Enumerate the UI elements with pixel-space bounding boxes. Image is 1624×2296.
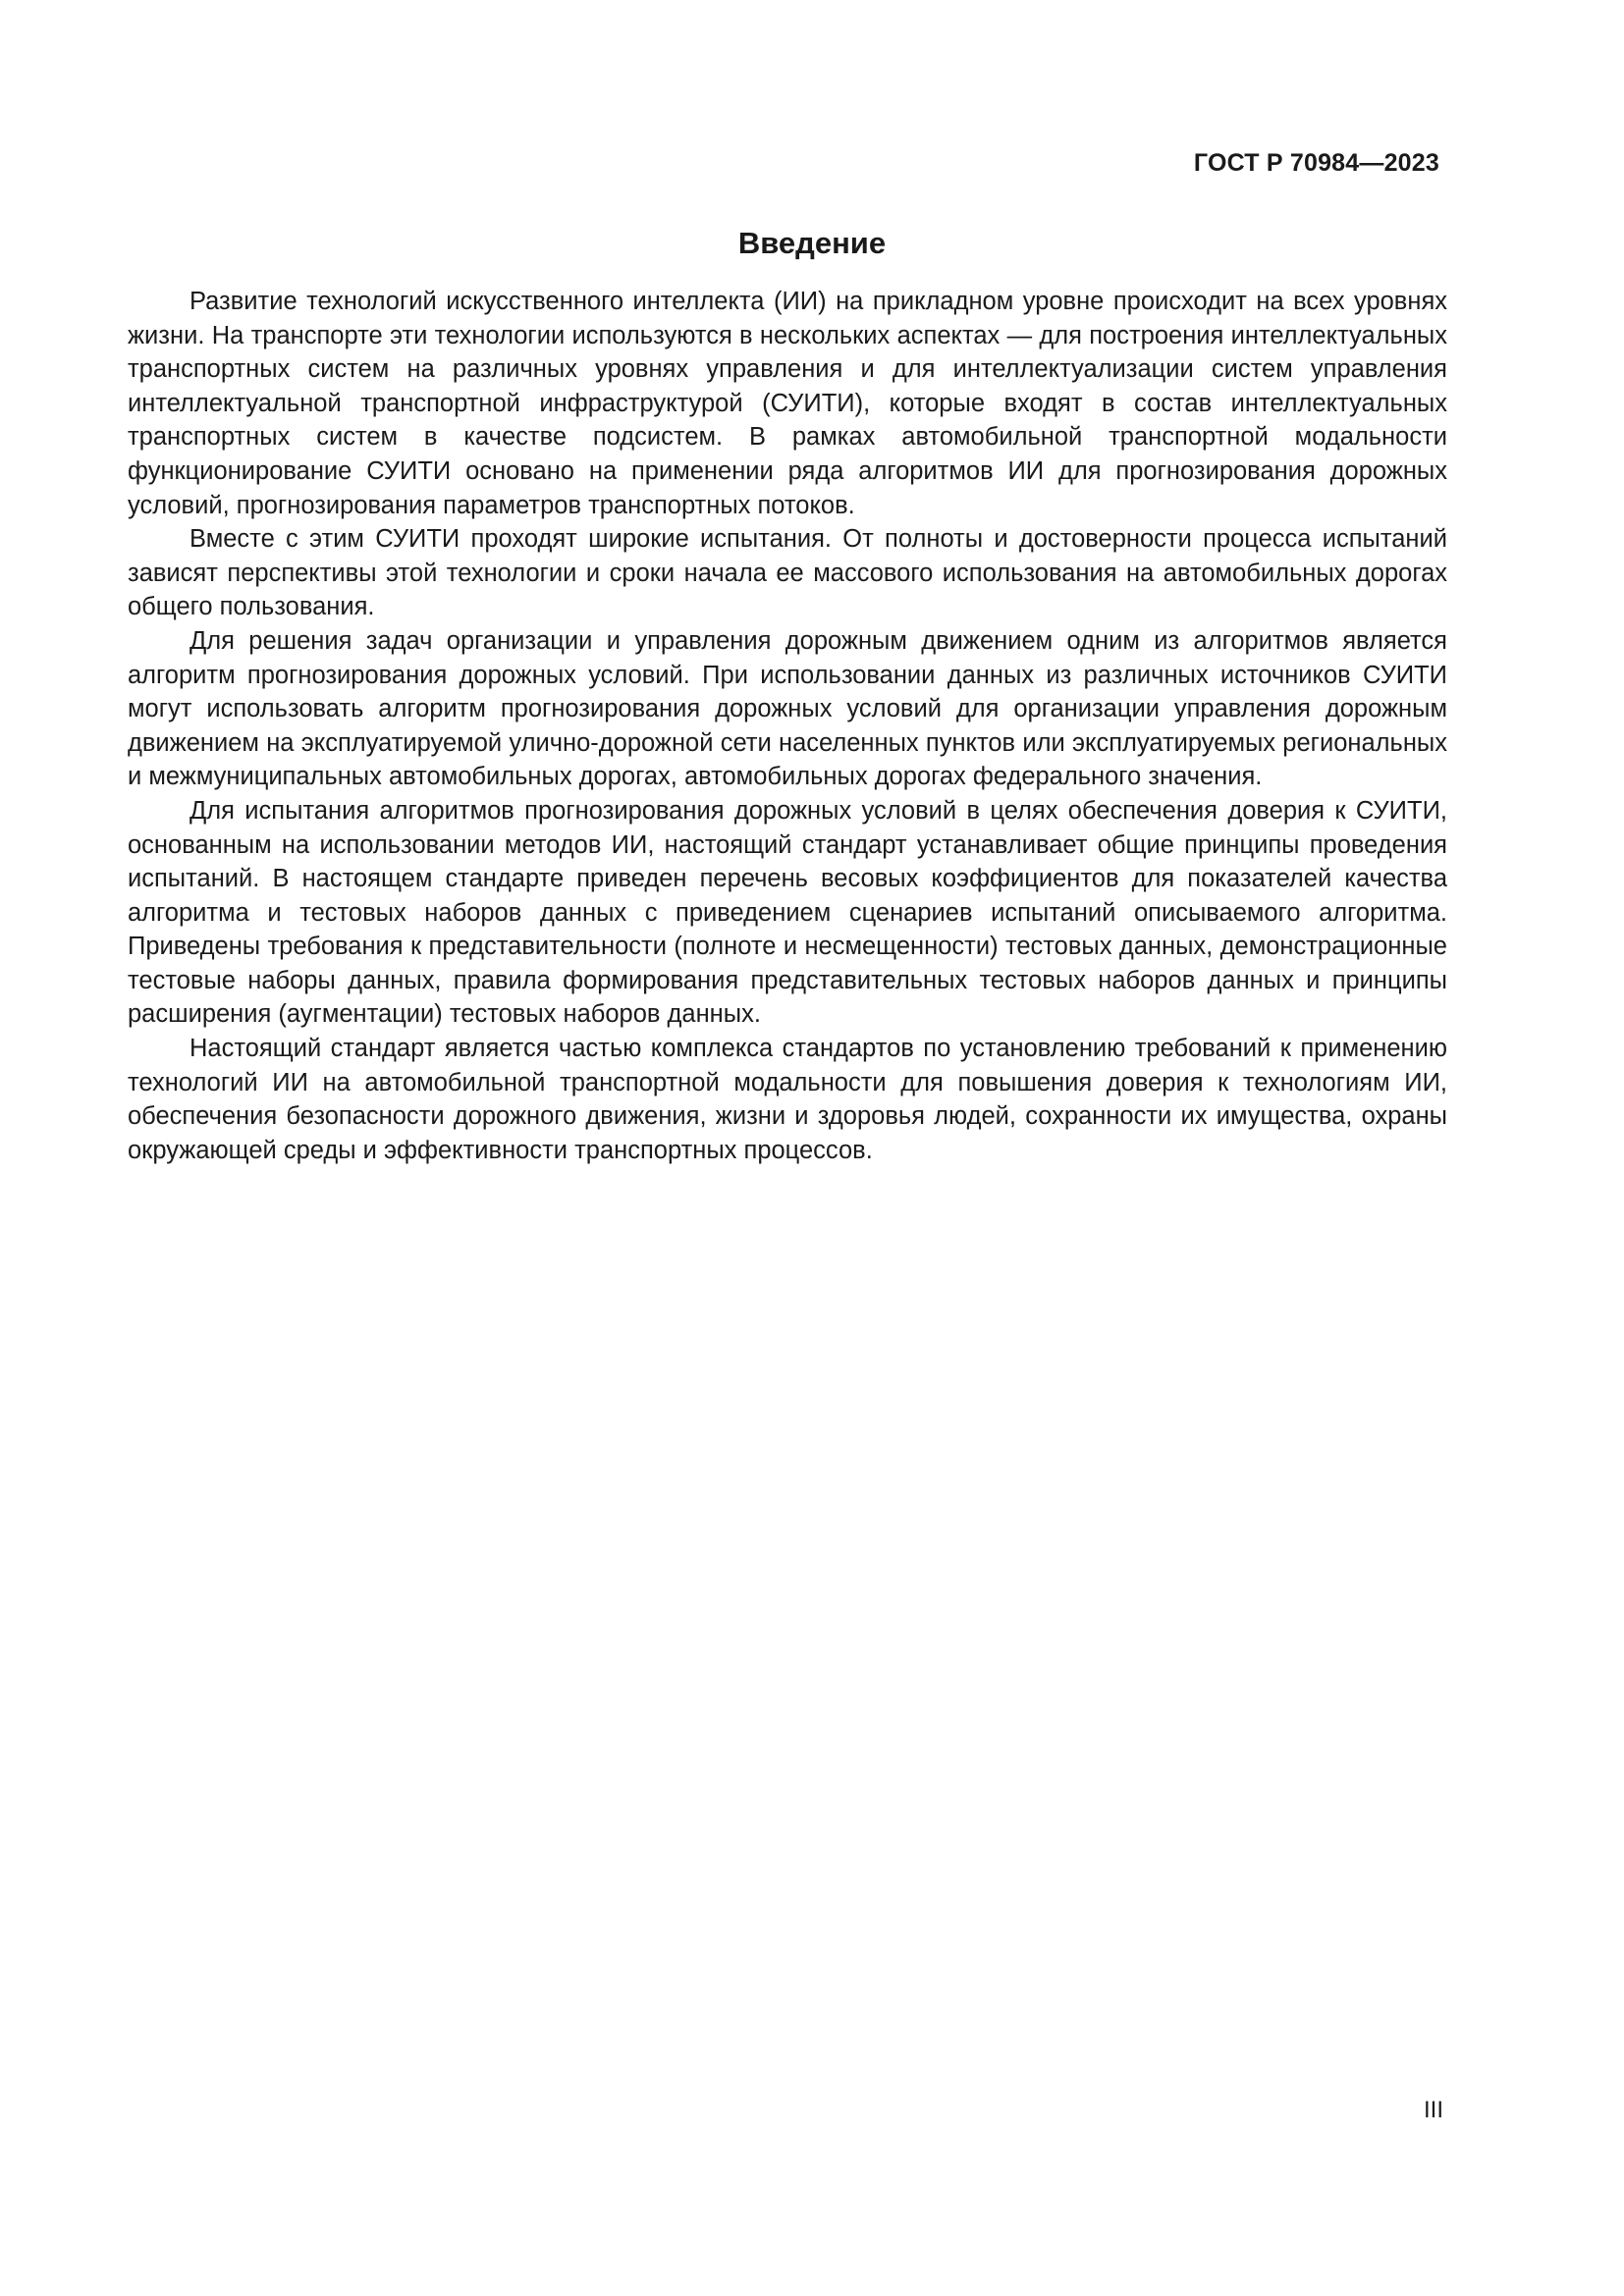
paragraph-4: Для испытания алгоритмов прогнозирования дорожных условий в целях обеспечения доверия к СУИТИ, основанным на использовании методов ИИ, настоящий стандарт устанавливает общие принципы проведения испытаний. В настоящем стандарте приведен перечень весовых коэффициентов для показателей качества алгоритма и тестовых наборов данных с приведением сценариев испытаний описываемого алгоритма. Приведены требования к представительности (полноте и несмещенности) тестовых данных, демонстрационные тестовые наборы данных, правила формирования представительных тестовых наборов данных и принципы расширения (аугментации) тестовых наборов данных. <box>128 796 1447 1029</box>
page-number: III <box>1423 2097 1443 2123</box>
section-title: Введение <box>737 226 887 260</box>
section-body <box>128 285 1447 1167</box>
paragraph-3: Для решения задач организации и управления дорожным движением одним из алгоритмов является алгоритм прогнозирования дорожных условий. При использовании данных из различных источников СУИТИ могут использовать алгоритм прогнозирования дорожных условий для организации управления дорожным движением на эксплуатируемой улично-дорожной сети населенных пунктов или эксплуатируемых региональных и межмуниципальных автомобильных дорогах, автомобильных дорогах федерального значения. <box>128 626 1447 791</box>
paragraph-5: Настоящий стандарт является частью комплекса стандартов по установлению требований к применению технологий ИИ на автомобильной транспортной модальности для повышения доверия к технологиям ИИ, обеспечения безопасности дорожного движения, жизни и здоровья людей, сохранности их имущества, охраны окружающей среды и эффективности транспортных процессов. <box>128 1035 1447 1164</box>
paragraph-2: Вместе с этим СУИТИ проходят широкие испытания. От полноты и достоверности процесса испытаний зависят перспективы этой технологии и сроки начала ее массового использования на автомобильных дорогах общего пользования. <box>128 525 1447 621</box>
paragraph-1: Развитие технологий искусственного интеллекта (ИИ) на прикладном уровне происходит на всех уровнях жизни. На транспорте эти технологии используются в нескольких аспектах — для построения интеллектуальных транспортных систем на различных уровнях управления и для интеллектуализации систем управления интеллектуальной транспортной инфраструктурой (СУИТИ), которые входят в состав интеллектуальных транспортных систем в качестве подсистем. В рамках автомобильной транспортной модальности функционирование СУИТИ основано на применении ряда алгоритмов ИИ для прогнозирования дорожных условий, прогнозирования параметров транспортных потоков. <box>128 288 1447 519</box>
document-identifier: ГОСТ Р 70984—2023 <box>1193 149 1439 177</box>
